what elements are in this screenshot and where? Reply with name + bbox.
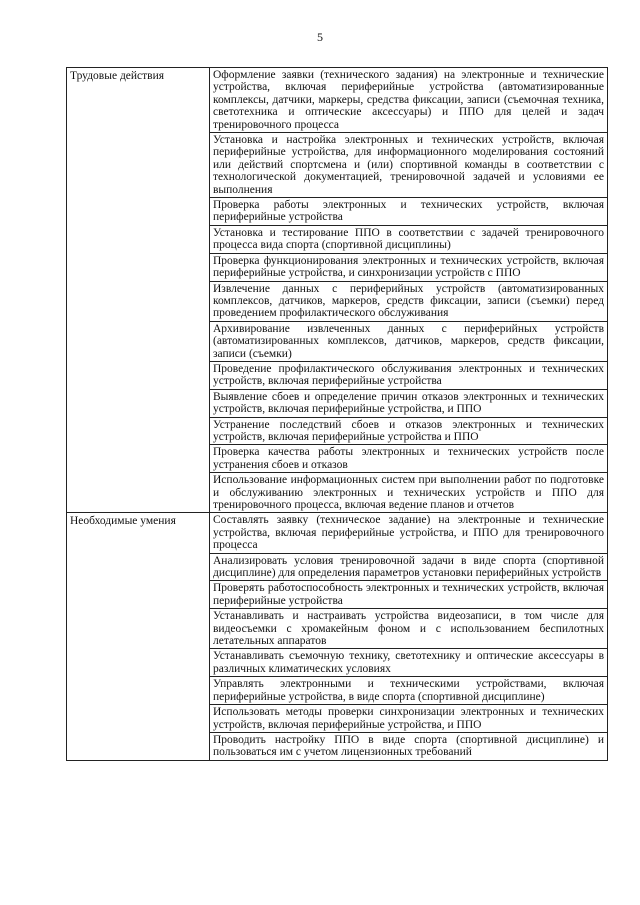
table-item: Управлять электронными и техническими устройствами, включая периферийные устройства, в виде спорта (спортивной дисциплине) — [210, 676, 607, 704]
table-item: Проверка функционирования электронных и технических устройств, включая периферийные устройства, и синхронизации устройств с ППО — [210, 253, 607, 281]
table-item: Использовать методы проверки синхронизации электронных и технических устройств, включая периферийные устройства, и ППО — [210, 704, 607, 732]
section-items-required-skills — [210, 513, 608, 760]
section-label-required-skills: Необходимые умения — [67, 513, 210, 760]
table-item: Составлять заявку (техническое задание) на электронные и технические устройства, включая периферийные устройства, и ППО для тренировочного процесса — [213, 514, 604, 552]
table-item: Оформление заявки (технического задания) на электронные и технические устройства, включая периферийные устройства (автоматизированные комплексы, датчики, маркеры, средства фиксации, записи (съемочная техника, светотехника и оптические аксессуары) и ППО для целей и задач тренировочного процесса — [213, 69, 604, 131]
table-item: Устанавливать съемочную технику, светотехнику и оптические аксессуары в различных климатических условиях — [210, 648, 607, 676]
table-item: Установка и тестирование ППО в соответствии с задачей тренировочного процесса вида спорта (спортивной дисциплины) — [210, 225, 607, 253]
table-item: Проверка качества работы электронных и технических устройств после устранения сбоев и отказов — [210, 444, 607, 472]
table-item: Проверять работоспособность электронных и технических устройств, включая периферийные устройства — [210, 580, 607, 608]
table-item: Использование информационных систем при выполнении работ по подготовке и обслуживанию электронных и технических устройств и ППО для тренировочного процесса, включая ведение планов и отчетов — [210, 472, 607, 512]
section-row-labor-actions — [67, 68, 608, 513]
table-item: Установка и настройка электронных и технических устройств, включая периферийные устройства, для информационного моделирования состояний или действий спортсмена и (или) спортивной команды в соответствии с технологической документацией, тренировочной задачей и условиями ее выполнения — [210, 132, 607, 197]
table-item: Устанавливать и настраивать устройства видеозаписи, в том числе для видеосъемки с хромакейным фоном и с использованием беспилотных летательных аппаратов — [210, 608, 607, 648]
table-item: Проводить настройку ППО в виде спорта (спортивной дисциплине) и пользоваться им с учетом лицензионных требований — [210, 732, 607, 760]
competency-table — [66, 67, 608, 761]
table-item: Анализировать условия тренировочной задачи в виде спорта (спортивной дисциплине) для определения параметров установки периферийных устройств — [210, 553, 607, 581]
table-item: Проведение профилактического обслуживания электронных и технических устройств, включая периферийные устройства — [210, 361, 607, 389]
table-item: Проверка работы электронных и технических устройств, включая периферийные устройства — [210, 197, 607, 225]
table-item: Извлечение данных с периферийных устройств (автоматизированных комплексов, датчиков, маркеров, средств фиксации, записи (съемки) перед проведением профилактического обслуживания — [210, 281, 607, 321]
page-number: 5 — [317, 30, 323, 44]
section-row-required-skills — [67, 513, 608, 760]
section-items-labor-actions — [210, 68, 608, 513]
table-item: Устранение последствий сбоев и отказов электронных и технических устройств, включая периферийные устройства и ППО — [210, 417, 607, 445]
section-label-labor-actions: Трудовые действия — [67, 68, 210, 513]
table-item: Выявление сбоев и определение причин отказов электронных и технических устройств, включая периферийные устройства, и ППО — [210, 389, 607, 417]
table-item: Архивирование извлеченных данных с периферийных устройств (автоматизированных комплексов, датчиков, маркеров, средств фиксации, записи (съемки) — [210, 321, 607, 361]
